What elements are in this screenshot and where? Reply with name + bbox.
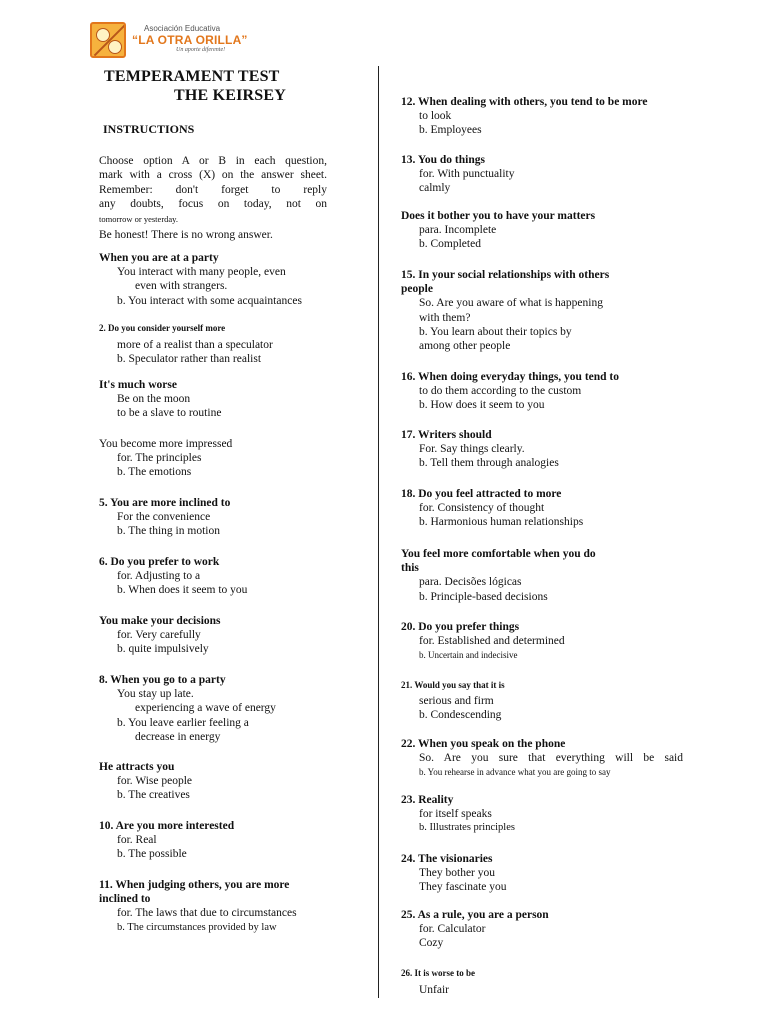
question-10 bbox=[99, 819, 234, 862]
option-a: para. Decisões lógicas bbox=[419, 576, 522, 589]
option-a: Unfair bbox=[419, 984, 450, 997]
question-24 bbox=[401, 852, 507, 895]
question-7 bbox=[99, 614, 221, 657]
option-b: b. You interact with some acquaintances bbox=[117, 294, 302, 307]
question-22 bbox=[401, 737, 683, 780]
option-a: to look bbox=[419, 110, 452, 123]
question-title: 10. Are you more interested bbox=[99, 820, 235, 832]
question-4 bbox=[99, 437, 232, 480]
question-18 bbox=[401, 487, 583, 530]
question-title: 6. Do you prefer to work bbox=[99, 556, 220, 568]
option-b: Cozy bbox=[419, 937, 444, 950]
question-26 bbox=[401, 966, 475, 997]
option-a: For the convenience bbox=[117, 511, 211, 524]
question-21 bbox=[401, 678, 505, 723]
question-title: 23. Reality bbox=[401, 794, 454, 806]
option-b: b. You leave earlier feeling a bbox=[117, 716, 249, 729]
question-title: 16. When doing everyday things, you tend to bbox=[401, 371, 620, 383]
question-title: 18. Do you feel attracted to more bbox=[401, 488, 562, 500]
option-b: b. Illustrates principles bbox=[419, 822, 515, 834]
instruction-line: any doubts, focus on today, not on bbox=[99, 198, 327, 211]
question-title: 5. You are more inclined to bbox=[99, 497, 231, 509]
question-title: 15. In your social relationships with others bbox=[401, 269, 610, 281]
option-a: They bother you bbox=[419, 867, 496, 880]
option-a: So. Are you aware of what is happening bbox=[419, 297, 603, 310]
option-a: For. Say things clearly. bbox=[419, 443, 525, 456]
question-9 bbox=[99, 760, 192, 803]
option-a: Be on the moon bbox=[117, 393, 191, 406]
question-title: 20. Do you prefer things bbox=[401, 621, 520, 633]
question-title: 2. Do you consider yourself more bbox=[99, 323, 226, 333]
question-19 bbox=[401, 547, 596, 604]
option-a: for. Wise people bbox=[117, 775, 193, 788]
option-b: b. When does it seem to you bbox=[117, 584, 248, 597]
option-b: b. The emotions bbox=[117, 466, 192, 479]
option-b: b. The thing in motion bbox=[117, 525, 220, 538]
option-b: They fascinate you bbox=[419, 881, 507, 894]
option-b: b. The creatives bbox=[117, 789, 190, 802]
option-b: b. Employees bbox=[419, 124, 482, 137]
question-8 bbox=[99, 673, 276, 744]
option-b: b. The circumstances provided by law bbox=[117, 921, 277, 933]
option-a: for. Consistency of thought bbox=[419, 502, 545, 515]
question-3 bbox=[99, 378, 221, 421]
question-title: You make your decisions bbox=[99, 615, 221, 627]
question-5 bbox=[99, 496, 230, 539]
question-23 bbox=[401, 793, 515, 836]
question-25 bbox=[401, 908, 549, 951]
question-title: He attracts you bbox=[99, 761, 175, 773]
question-title: 17. Writers should bbox=[401, 429, 492, 441]
question-11 bbox=[99, 878, 297, 935]
option-a: to do them according to the custom bbox=[419, 385, 582, 398]
option-a: para. Incomplete bbox=[419, 224, 497, 237]
question-2 bbox=[99, 321, 273, 367]
question-title: 8. When you go to a party bbox=[99, 674, 226, 686]
option-a: for. Real bbox=[117, 834, 157, 847]
option-b: b. Condescending bbox=[419, 709, 502, 722]
option-b: b. Tell them through analogies bbox=[419, 457, 559, 470]
option-a: for. Adjusting to a bbox=[117, 570, 201, 583]
question-20 bbox=[401, 620, 565, 663]
option-b: b. quite impulsively bbox=[117, 643, 209, 656]
honest-note: Be honest! There is no wrong answer. bbox=[99, 229, 273, 242]
question-title: 26. It is worse to be bbox=[401, 968, 475, 978]
option-a: for. Very carefully bbox=[117, 629, 201, 642]
question-12 bbox=[401, 95, 648, 138]
option-b: b. Completed bbox=[419, 238, 481, 251]
option-b-cont: among other people bbox=[419, 340, 511, 353]
option-a-cont: with them? bbox=[419, 311, 471, 324]
option-a: for. The laws that due to circumstances bbox=[117, 907, 297, 920]
option-a: You interact with many people, even bbox=[117, 266, 286, 279]
option-b: b. Harmonious human relationships bbox=[419, 516, 584, 529]
question-15 bbox=[401, 268, 609, 353]
question-title: 25. As a rule, you are a person bbox=[401, 909, 549, 921]
option-a: So. Are you sure that everything will be said bbox=[419, 752, 683, 765]
instructions-text bbox=[99, 154, 327, 242]
question-title-cont: this bbox=[401, 562, 419, 575]
option-b: b. You rehearse in advance what you are going to say bbox=[419, 767, 611, 778]
logo-tagline: Un aporte diferente! bbox=[176, 47, 226, 53]
question-title: 21. Would you say that it is bbox=[401, 680, 505, 690]
instructions-heading: INSTRUCTIONS bbox=[103, 122, 195, 136]
option-a: You stay up late. bbox=[117, 688, 194, 701]
option-a: serious and firm bbox=[419, 695, 494, 708]
logo-supertitle: Asociación Educativa bbox=[144, 24, 221, 33]
option-b: to be a slave to routine bbox=[117, 407, 222, 420]
option-b: b. How does it seem to you bbox=[419, 399, 545, 412]
question-title: 13. You do things bbox=[401, 154, 485, 166]
option-a: more of a realist than a speculator bbox=[117, 339, 273, 352]
option-a: for. Calculator bbox=[419, 923, 486, 936]
question-title: 12. When dealing with others, you tend to be more bbox=[401, 96, 648, 108]
option-a: for. The principles bbox=[117, 452, 202, 465]
option-b-cont: decrease in energy bbox=[135, 730, 221, 743]
option-a: for itself speaks bbox=[419, 808, 492, 821]
option-b: b. Uncertain and indecisive bbox=[419, 650, 518, 661]
option-b: calmly bbox=[419, 182, 451, 195]
question-title: Does it bother you to have your matters bbox=[401, 210, 596, 222]
column-divider bbox=[378, 66, 379, 998]
page-title: TEMPERAMENT TEST bbox=[104, 68, 280, 85]
question-title: It's much worse bbox=[99, 379, 177, 391]
logo-emblem-icon bbox=[90, 22, 126, 58]
instruction-line: mark with a cross (X) on the answer sheet. bbox=[99, 169, 327, 182]
option-a-cont: experiencing a wave of energy bbox=[135, 702, 276, 715]
question-title: You become more impressed bbox=[99, 438, 233, 450]
option-a: for. With punctuality bbox=[419, 168, 515, 181]
page-subtitle: THE KEIRSEY bbox=[174, 87, 287, 104]
question-title: 11. When judging others, you are more bbox=[99, 879, 290, 891]
question-title-cont: people bbox=[401, 283, 433, 296]
question-6 bbox=[99, 555, 247, 598]
instruction-line: Remember: don't forget to reply bbox=[99, 183, 327, 196]
instruction-line: tomorrow or yesterday. bbox=[99, 213, 178, 224]
question-13 bbox=[401, 153, 514, 196]
question-14 bbox=[401, 209, 595, 252]
question-title: You feel more comfortable when you do bbox=[401, 548, 596, 560]
option-a-cont: even with strangers. bbox=[135, 280, 228, 293]
option-b: b. You learn about their topics by bbox=[419, 325, 572, 338]
question-17 bbox=[401, 428, 559, 471]
option-b: b. Speculator rather than realist bbox=[117, 353, 262, 366]
question-title: 22. When you speak on the phone bbox=[401, 738, 566, 750]
option-b: b. The possible bbox=[117, 848, 187, 861]
question-title-cont: inclined to bbox=[99, 893, 151, 906]
option-b: b. Principle-based decisions bbox=[419, 590, 548, 603]
logo-name: “LA OTRA ORILLA” bbox=[132, 33, 248, 47]
option-a: for. Established and determined bbox=[419, 635, 565, 648]
question-16 bbox=[401, 370, 619, 413]
question-1 bbox=[99, 251, 302, 308]
organization-logo bbox=[90, 22, 248, 58]
question-title: When you are at a party bbox=[99, 252, 219, 264]
instruction-line: Choose option A or B in each question, bbox=[99, 155, 327, 167]
question-title: 24. The visionaries bbox=[401, 853, 493, 865]
